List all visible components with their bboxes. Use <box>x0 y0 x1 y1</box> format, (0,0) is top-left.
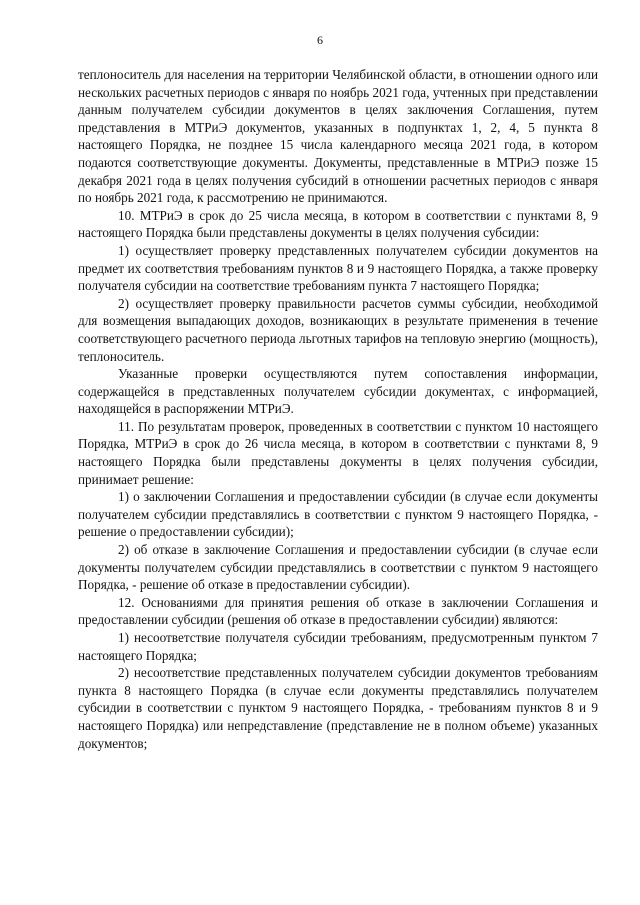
paragraph-item-12-1: 1) несоответствие получателя субсидии требованиям, предусмотренным пунктом 7 настоящего Порядка; <box>78 630 598 663</box>
paragraph-item-11-2: 2) об отказе в заключение Соглашения и предоставлении субсидии (в случае если документы получателем субсидии представлялись в соответствии с пунктом 9 настоящего Порядка, - решение об отказе в предоставлении субсидии). <box>78 542 598 593</box>
paragraph-item-11-1: 1) о заключении Соглашения и предоставлении субсидии (в случае если документы получателем субсидии представлялись в соответствии с пунктом 9 настоящего Порядка, - решение о предоставлении субсидии); <box>78 489 598 540</box>
paragraph-checks-note: Указанные проверки осуществляются путем сопоставления информации, содержащейся в представленных получателем субсидии документах, с информацией, находящейся в распоряжении МТРиЭ. <box>78 366 598 417</box>
paragraph-continuation: теплоноситель для населения на территории Челябинской области, в отношении одного или нескольких расчетных периодов с января по ноябрь 2021 года, учтенных при представлении данным получателем субсидии документов в целях заключения Соглашения, путем представления в МТРиЭ документов, указанных в подпунктах 1, 2, 4, 5 пункта 8 настоящего Порядка, не позднее 15 числа календарного месяца 2021 года, в котором подаются соответствующие документы. Документы, представленные в МТРиЭ позже 15 декабря 2021 года в целях получения субсидий в отношении расчетных периодов с января по ноябрь 2021 года, к рассмотрению не принимаются. <box>78 67 598 206</box>
paragraph-item-12-2: 2) несоответствие представленных получателем субсидии документов требованиям пункта 8 настоящего Порядка (в случае если документы представлялись получателем субсидии в соответствии с пунктом 9 настоящего Порядка, - требованиям пунктов 8 и 9 настоящего Порядка) или непредставление (представление не в полном объеме) указанных документов; <box>78 665 598 751</box>
document-body <box>78 66 598 752</box>
paragraph-item-10-1: 1) осуществляет проверку представленных получателем субсидии документов на предмет их соответствия требованиям пунктов 8 и 9 настоящего Порядка, а также проверку получателя субсидии на соответствие требованиям пункта 7 настоящего Порядка; <box>78 242 598 294</box>
paragraph-item-10: 10. МТРиЭ в срок до 25 числа месяца, в котором в соответствии с пунктами 8, 9 настоящего Порядка были представлены документы в целях получения субсидии: <box>78 207 598 241</box>
paragraph-item-11: 11. По результатам проверок, проведенных в соответствии с пунктом 10 настоящего Порядка, МТРиЭ в срок до 26 числа месяца, в котором в соответствии с пунктами 8, 9 настоящего Порядка были представлены документы в целях получения субсидии, принимает решение: <box>78 418 598 487</box>
paragraph-item-10-2: 2) осуществляет проверку правильности расчетов суммы субсидии, необходимой для возмещения выпадающих доходов, возникающих в результате применения в течение соответствующего расчетного периода льготных тарифов на тепловую энергию (мощность), теплоноситель. <box>78 295 598 364</box>
paragraph-item-12: 12. Основаниями для принятия решения об отказе в заключении Соглашения и предоставлении субсидии (решения об отказе в предоставлении субсидии) являются: <box>78 594 598 628</box>
page-number: 6 <box>317 33 323 47</box>
